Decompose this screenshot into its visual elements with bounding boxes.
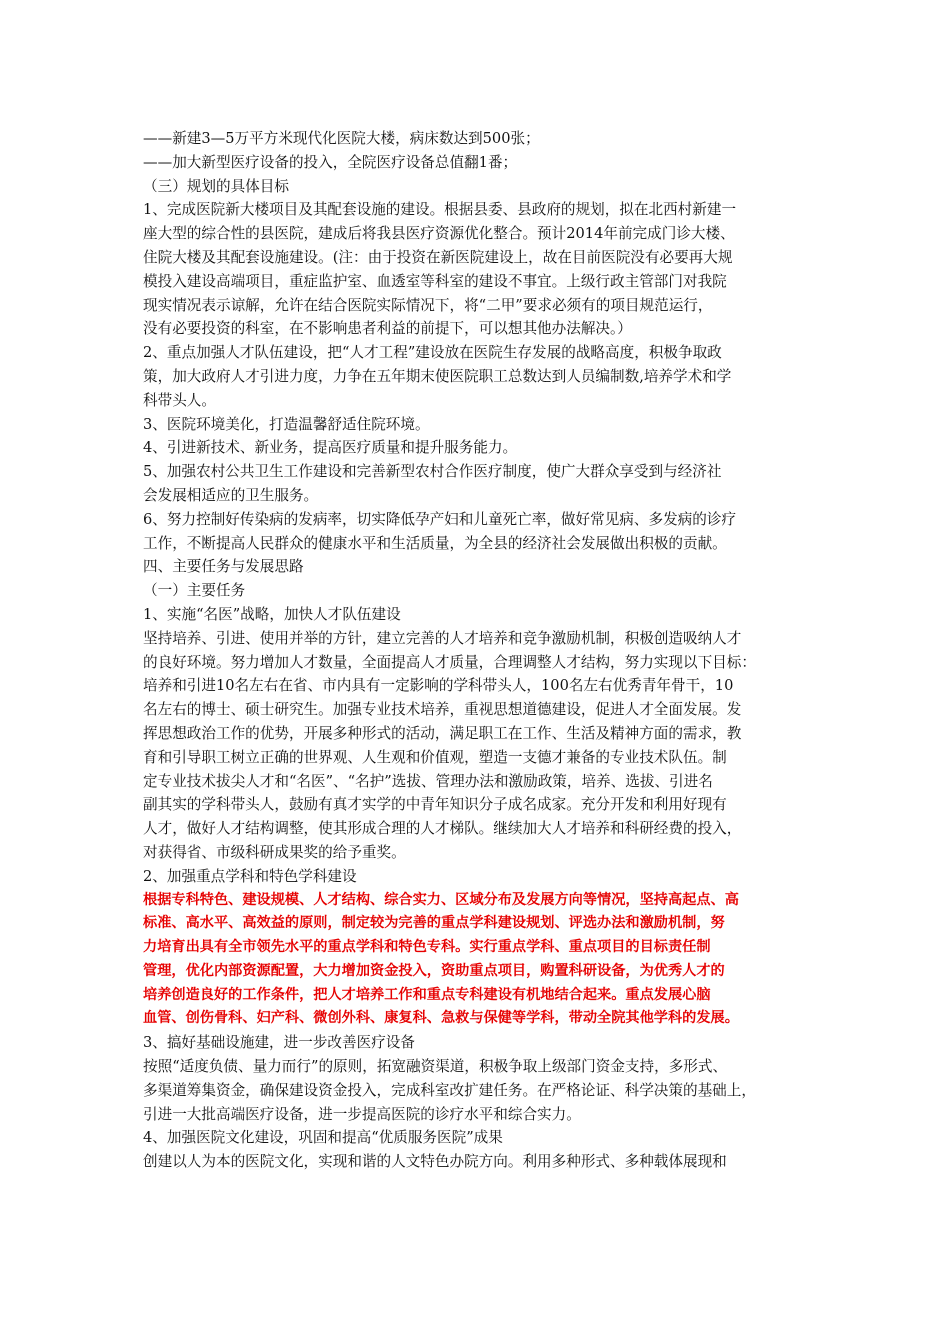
highlighted-text-line: 标准、高水平、高效益的原则，制定较为完善的重点学科建设规划、评选办法和激励机制，努 bbox=[143, 915, 725, 932]
text-line: 培养和引进10名左右在省、市内具有一定影响的学科带头人，100名左右优秀青年骨干，10 bbox=[143, 677, 734, 695]
text-line: 科带头人。 bbox=[143, 391, 216, 409]
text-line: （三）规划的具体目标 bbox=[143, 177, 289, 195]
text-line: 育和引导职工树立正确的世界观、人生观和价值观，塑造一支德才兼备的专业技术队伍。制 bbox=[143, 748, 727, 766]
highlighted-text-line: 管理，优化内部资源配置，大力增加资金投入，资助重点项目，购置科研设备，为优秀人才的 bbox=[143, 962, 725, 979]
text-line: ——新建3—5万平方米现代化医院大楼，病床数达到500张； bbox=[143, 130, 540, 147]
text-line: 会发展相适应的卫生服务。 bbox=[143, 486, 319, 504]
text-line: 引进一大批高端医疗设备，进一步提高医院的诊疗水平和综合实力。 bbox=[143, 1105, 581, 1123]
text-line: 的良好环境。努力增加人才数量，全面提高人才质量，合理调整人才结构，努力实现以下目标： bbox=[143, 653, 756, 671]
text-line: 1、实施“名医”战略，加快人才队伍建设 bbox=[143, 605, 401, 623]
text-line: 2、加强重点学科和特色学科建设 bbox=[143, 867, 357, 885]
text-line: 创建以人为本的医院文化，实现和谐的人文特色办院方向。利用多种形式、多种载体展现和 bbox=[143, 1153, 727, 1171]
text-line: 对获得省、市级科研成果奖的给予重奖。 bbox=[143, 843, 406, 861]
text-line: 策，加大政府人才引进力度，力争在五年期末使医院职工总数达到人员编制数,培养学术和学 bbox=[143, 367, 732, 385]
text-line: 4、引进新技术、新业务，提高医疗质量和提升服务能力。 bbox=[143, 439, 518, 457]
text-line: 没有必要投资的科室，在不影响患者利益的前提下，可以想其他办法解决。） bbox=[143, 320, 632, 338]
text-line: 3、搞好基础设施建，进一步改善医疗设备 bbox=[143, 1034, 415, 1052]
highlighted-text-line: 根据专科特色、建设规模、人才结构、综合实力、区域分布及发展方向等情况，坚持高起点、高 bbox=[143, 891, 739, 908]
text-line: 副其实的学科带头人，鼓励有真才实学的中青年知识分子成名成家。充分开发和利用好现有 bbox=[143, 796, 727, 814]
text-line: 6、努力控制好传染病的发病率，切实降低孕产妇和儿童死亡率，做好常见病、多发病的诊疗 bbox=[143, 510, 737, 528]
text-line: 5、加强农村公共卫生工作建设和完善新型农村合作医疗制度，使广大群众享受到与经济社 bbox=[143, 463, 722, 481]
highlighted-text-line: 培养创造良好的工作条件，把人才培养工作和重点专科建设有机地结合起来。重点发展心脑 bbox=[143, 986, 711, 1003]
text-line: 四、主要任务与发展思路 bbox=[143, 558, 304, 576]
text-line: 2、重点加强人才队伍建设，把“人才工程”建设放在医院生存发展的战略高度，积极争取政 bbox=[143, 344, 722, 362]
text-line: 多渠道筹集资金，确保建设资金投入，完成科室改扩建任务。在严格论证、科学决策的基础上， bbox=[143, 1081, 756, 1099]
text-line: 模投入建设高端项目，重症监护室、血透室等科室的建设不事宜。上级行政主管部门对我院 bbox=[143, 272, 727, 290]
text-line: 坚持培养、引进、使用并举的方针，建立完善的人才培养和竞争激励机制，积极创造吸纳人才 bbox=[143, 629, 742, 647]
text-line: ——加大新型医疗设备的投入，全院医疗设备总值翻1番； bbox=[143, 153, 518, 171]
highlighted-text-line: 力培育出具有全市领先水平的重点学科和特色专科。实行重点学科、重点项目的目标责任制 bbox=[143, 939, 711, 956]
document-body bbox=[143, 127, 813, 1174]
text-line: 1、完成医院新大楼项目及其配套设施的建设。根据县委、县政府的规划，拟在北西村新建一 bbox=[143, 201, 737, 219]
text-line: 定专业技术拔尖人才和“名医”、“名护”选拔、管理办法和激励政策，培养、选拔、引进名 bbox=[143, 772, 713, 790]
text-line: 住院大楼及其配套设施建设。(注：由于投资在新医院建设上，故在目前医院没有必要再大规 bbox=[143, 248, 733, 266]
highlighted-text-line: 血管、创伤骨科、妇产科、微创外科、康复科、急救与保健等学科，带动全院其他学科的发展。 bbox=[143, 1010, 739, 1027]
text-line: 名左右的博士、硕士研究生。加强专业技术培养，重视思想道德建设，促进人才全面发展。发 bbox=[143, 701, 742, 719]
text-line: 座大型的综合性的县医院，建成后将我县医疗资源优化整合。预计2014年前完成门诊大楼、 bbox=[143, 225, 735, 243]
text-line: 挥思想政治工作的优势，开展多种形式的活动，满足职工在工作、生活及精神方面的需求，教 bbox=[143, 724, 742, 742]
text-line: 3、医院环境美化，打造温馨舒适住院环境。 bbox=[143, 415, 430, 433]
text-line: 4、加强医院文化建设，巩固和提高“优质服务医院”成果 bbox=[143, 1129, 503, 1147]
text-line: 按照“适度负债、量力而行”的原则，拓宽融资渠道，积极争取上级部门资金支持，多形式、 bbox=[143, 1058, 728, 1076]
text-line: （一）主要任务 bbox=[143, 582, 246, 600]
text-line: 人才，做好人才结构调整，使其形成合理的人才梯队。继续加大人才培养和科研经费的投入， bbox=[143, 820, 742, 838]
text-line: 现实情况表示谅解，允许在结合医院实际情况下，将“二甲”要求必须有的项目规范运行， bbox=[143, 296, 713, 314]
text-line: 工作，不断提高人民群众的健康水平和生活质量，为全县的经济社会发展做出积极的贡献。 bbox=[143, 534, 727, 552]
